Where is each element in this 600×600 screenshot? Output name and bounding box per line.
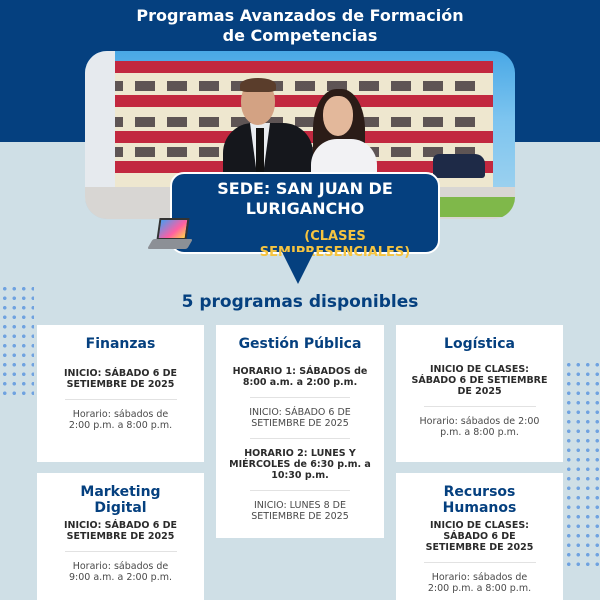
laptop-base (147, 239, 193, 249)
divider (65, 399, 177, 400)
dots-decoration-right (564, 360, 600, 570)
start-date: INICIO DE CLASES: SÁBADO 6 DE SETIEMBRE DE 2025 (425, 520, 534, 553)
divider (250, 490, 350, 491)
program-title: Logística (444, 336, 515, 352)
start-date-2: INICIO: LUNES 8 DE SETIEMBRE DE 2025 (251, 500, 349, 522)
program-card-finanzas[interactable] (37, 325, 204, 462)
man-hair (240, 78, 276, 92)
laptop-icon (150, 218, 196, 252)
divider (65, 551, 177, 552)
program-card-logistica[interactable] (396, 325, 563, 462)
schedule: Horario: sábados de 2:00 p.m. a 8:00 p.m. (68, 409, 173, 431)
side-wall (85, 51, 115, 201)
start-date: INICIO: SÁBADO 6 DE SETIEMBRE DE 2025 (63, 520, 178, 542)
laptop-screen (156, 218, 189, 240)
man-tie (256, 128, 264, 178)
program-card-marketing-digital[interactable] (37, 473, 204, 600)
program-title: Recursos Humanos (442, 484, 517, 516)
schedule-2: HORARIO 2: LUNES Y MIÉRCOLES de 6:30 p.m. a 10:30 p.m. (229, 448, 371, 481)
bubble-tail (282, 252, 314, 284)
start-date-1: INICIO: SÁBADO 6 DE SETIEMBRE DE 2025 (249, 407, 351, 429)
program-title: Marketing Digital (80, 484, 161, 516)
building-stripe (93, 95, 493, 107)
divider (424, 406, 536, 407)
program-title: Gestión Pública (238, 336, 362, 352)
location-line-2: LURIGANCHO (245, 199, 365, 218)
schedule: Horario: sábados de 9:00 a.m. a 2:00 p.m. (68, 561, 172, 583)
program-card-gestion-publica[interactable] (216, 325, 384, 538)
woman-head (323, 96, 353, 136)
divider (424, 562, 536, 563)
schedule-1: HORARIO 1: SÁBADOS de 8:00 a.m. a 2:00 p.m. (232, 366, 368, 388)
start-date: INICIO DE CLASES: SÁBADO 6 DE SETIEMBRE DE 2025 (411, 364, 548, 397)
page-title (0, 6, 600, 46)
location-bubble (170, 172, 440, 260)
start-date: INICIO: SÁBADO 6 DE SETIEMBRE DE 2025 (63, 368, 178, 390)
dots-decoration-left (0, 284, 34, 398)
van (433, 154, 485, 178)
divider (250, 397, 350, 398)
building-windows (103, 81, 483, 91)
title-line-1: Programas Avanzados de Formación (136, 6, 464, 25)
divider (250, 438, 350, 439)
location-line-1: SEDE: SAN JUAN DE (217, 179, 393, 198)
programs-heading: 5 programas disponibles (181, 292, 419, 312)
program-title: Finanzas (85, 336, 156, 352)
schedule: Horario: sábados de 2:00 p.m. a 8:00 p.m. (427, 572, 532, 594)
building-stripe (93, 61, 493, 73)
title-line-2: de Competencias (222, 26, 378, 45)
modality-label: (CLASES SEMIPRESENCIALES) (259, 229, 411, 260)
program-card-recursos-humanos[interactable] (396, 473, 563, 600)
schedule: Horario: sábados de 2:00 p.m. a 8:00 p.m. (419, 416, 540, 438)
